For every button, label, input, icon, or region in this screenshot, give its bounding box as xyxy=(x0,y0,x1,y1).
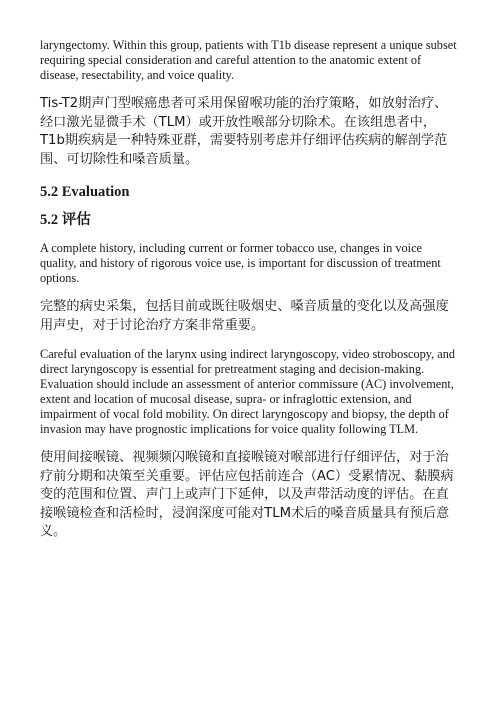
paragraph-history-zh: 完整的病史采集，包括目前或既往吸烟史、嗓音质量的变化以及高强度用声史，对于讨论治疗方案非常重要。 xyxy=(40,299,449,333)
paragraph-evaluation-zh: 使用间接喉镜、视频频闪喉镜和直接喉镜对喉部进行仔细评估，对于治疗前分期和决策至关重要。评估应包括前连合（AC）受累情况、黏膜病变的范围和位置、声门上或声门下延伸，以及声带活动度的评估。在直接喉镜检查和活检时，浸润深度可能对TLM术后的嗓音质量具有预后意义。 xyxy=(40,450,454,539)
paragraph-intro-en: laryngectomy. Within this group, patients with T1b disease represent a unique subset requiring special consideration and careful attention to the anatomic extent of disease, resectability, and voice quality. xyxy=(40,38,457,82)
document-page xyxy=(40,38,460,542)
section-heading-en: 5.2 Evaluation xyxy=(40,184,130,200)
paragraph-history-en: A complete history, including current or former tobacco use, changes in voice quality, and history of rigorous voice use, is important for discussion of treatment options. xyxy=(40,241,441,285)
section-heading-zh: 5.2 评估 xyxy=(40,212,91,228)
paragraph-evaluation-en: Careful evaluation of the larynx using indirect laryngoscopy, video stroboscopy, and direct laryngoscopy is essential for pretreatment staging and decision-making. Evaluation should include an assessment of anterior commissure (AC) involvement, extent and location of mucosal disease, supra- or infraglottic extension, and impairment of vocal fold mobility. On direct laryngoscopy and biopsy, the depth of invasion may have prognostic implications for voice quality following TLM. xyxy=(40,347,456,436)
paragraph-intro-zh: Tis-T2期声门型喉癌患者可采用保留喉功能的治疗策略，如放射治疗、经口激光显微手术（TLM）或开放性喉部分切除术。在该组患者中，T1b期疾病是一种特殊亚群，需要特别考虑并仔细评估疾病的解剖学范围、可切除性和嗓音质量。 xyxy=(40,96,448,167)
